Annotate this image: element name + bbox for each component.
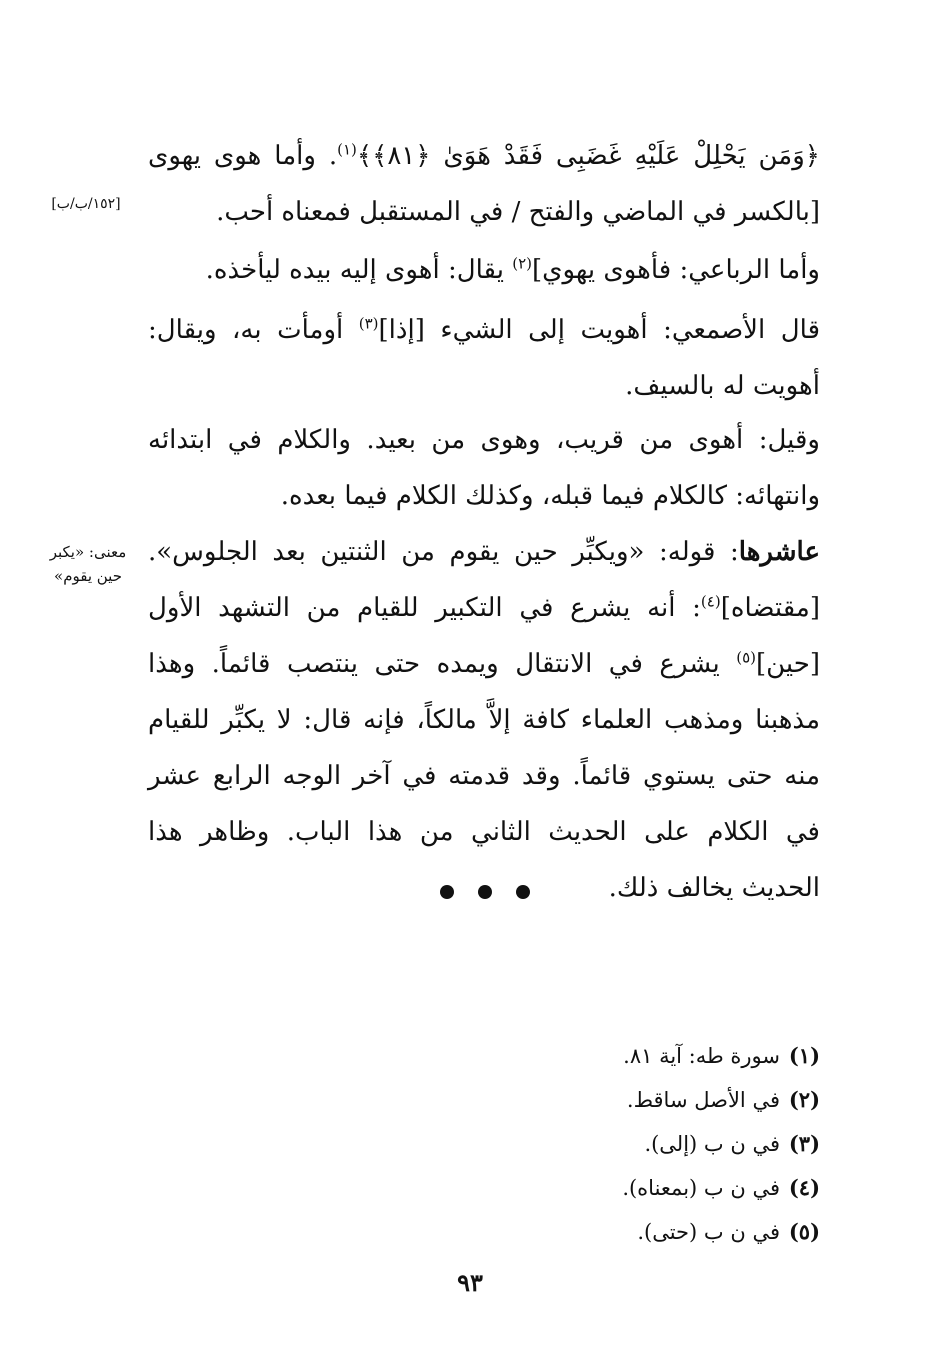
footnote-item	[440, 1034, 820, 1078]
footnote-item	[440, 1122, 820, 1166]
paragraph-qil	[148, 412, 820, 524]
footnote-text: في الأصل ساقط.	[626, 1088, 780, 1112]
paragraph-text: : قوله: «ويكبِّر حين يقوم من الثنتين بعد الجلوس». [مقتضاه]	[148, 537, 820, 623]
separator-dot	[478, 885, 492, 899]
margin-folio-reference: [١٥٢/ب/ب]	[51, 196, 121, 212]
paragraph-quran-verse	[148, 128, 820, 240]
footnote-text: في ن ب (إلى).	[644, 1132, 780, 1156]
footnote-text: في ن ب (حتى).	[637, 1220, 780, 1244]
footnote-ref-5: (٥)	[736, 648, 756, 667]
footnote-number: (٥)	[788, 1219, 820, 1244]
margin-note: معنى: «يكبر حين يقوم»	[49, 543, 127, 585]
footnote-ref-1: (١)	[337, 140, 357, 159]
paragraph-text: : أنه يشرع في التكبير للقيام من التشهد الأول [حين]	[148, 593, 820, 679]
footnote-item	[440, 1166, 820, 1210]
footnote-text: سورة طه: آية ٨١.	[623, 1044, 780, 1068]
footnote-text: في ن ب (بمعناه).	[622, 1176, 780, 1200]
separator-dot	[516, 885, 530, 899]
footnote-number: (١)	[788, 1043, 820, 1068]
paragraph-asmai	[148, 302, 820, 414]
paragraph-text: وقيل: أهوى من قريب، وهوى من بعيد. والكلام في ابتدائه وانتهائه: كالكلام فيما قبله، وكذلك الكلام فيما بعده.	[148, 425, 820, 511]
footnotes	[440, 1034, 820, 1254]
footnote-number: (٢)	[788, 1087, 820, 1112]
footnote-ref-3: (٣)	[358, 314, 379, 333]
section-lead: عاشرها	[738, 537, 820, 567]
paragraph-text: . وأما هوى يهوى [بالكسر في الماضي والفتح / في المستقبل فمعناه أحب.	[148, 141, 820, 227]
section-separator	[440, 880, 530, 904]
separator-dot	[440, 885, 454, 899]
paragraph-rubai	[148, 242, 820, 298]
paragraph-text: وأما الرباعي: فأهوى يهوي]	[531, 255, 820, 285]
paragraph-text: قال الأصمعي: أهويت إلى الشيء [إذا]	[378, 315, 820, 345]
paragraph-text: يقال: أهوى إليه بيده ليأخذه.	[205, 255, 513, 285]
page-number: ٩٣	[457, 1268, 483, 1297]
paragraph-tenth	[148, 524, 820, 916]
footnote-ref-4: (٤)	[700, 592, 721, 611]
quran-verse: ﴿وَمَن يَحْلِلْ عَلَيْهِ غَضَبِى فَقَدْ هَوَىٰ ﴿٨١﴾﴾	[356, 141, 821, 171]
footnote-item	[440, 1210, 820, 1254]
footnote-ref-2: (٢)	[512, 254, 532, 273]
footnote-number: (٣)	[788, 1131, 820, 1156]
footnote-number: (٤)	[788, 1175, 820, 1200]
paragraph-text: أومأت به، ويقال: أهويت له بالسيف.	[148, 315, 820, 401]
paragraph-text: يشرع في الانتقال ويمده حتى ينتصب قائماً. وهذا مذهبنا ومذهب العلماء كافة إلاَّ مالكاً، فإنه قال: لا يكبِّر للقيام منه حتى يستوي قائماً. وقد قدمته في آخر الوجه الرابع عشر في الكلام على الحديث الثاني من هذا الباب. وظاهر هذا الحديث يخالف ذلك.	[148, 649, 820, 903]
footnote-item	[440, 1078, 820, 1122]
